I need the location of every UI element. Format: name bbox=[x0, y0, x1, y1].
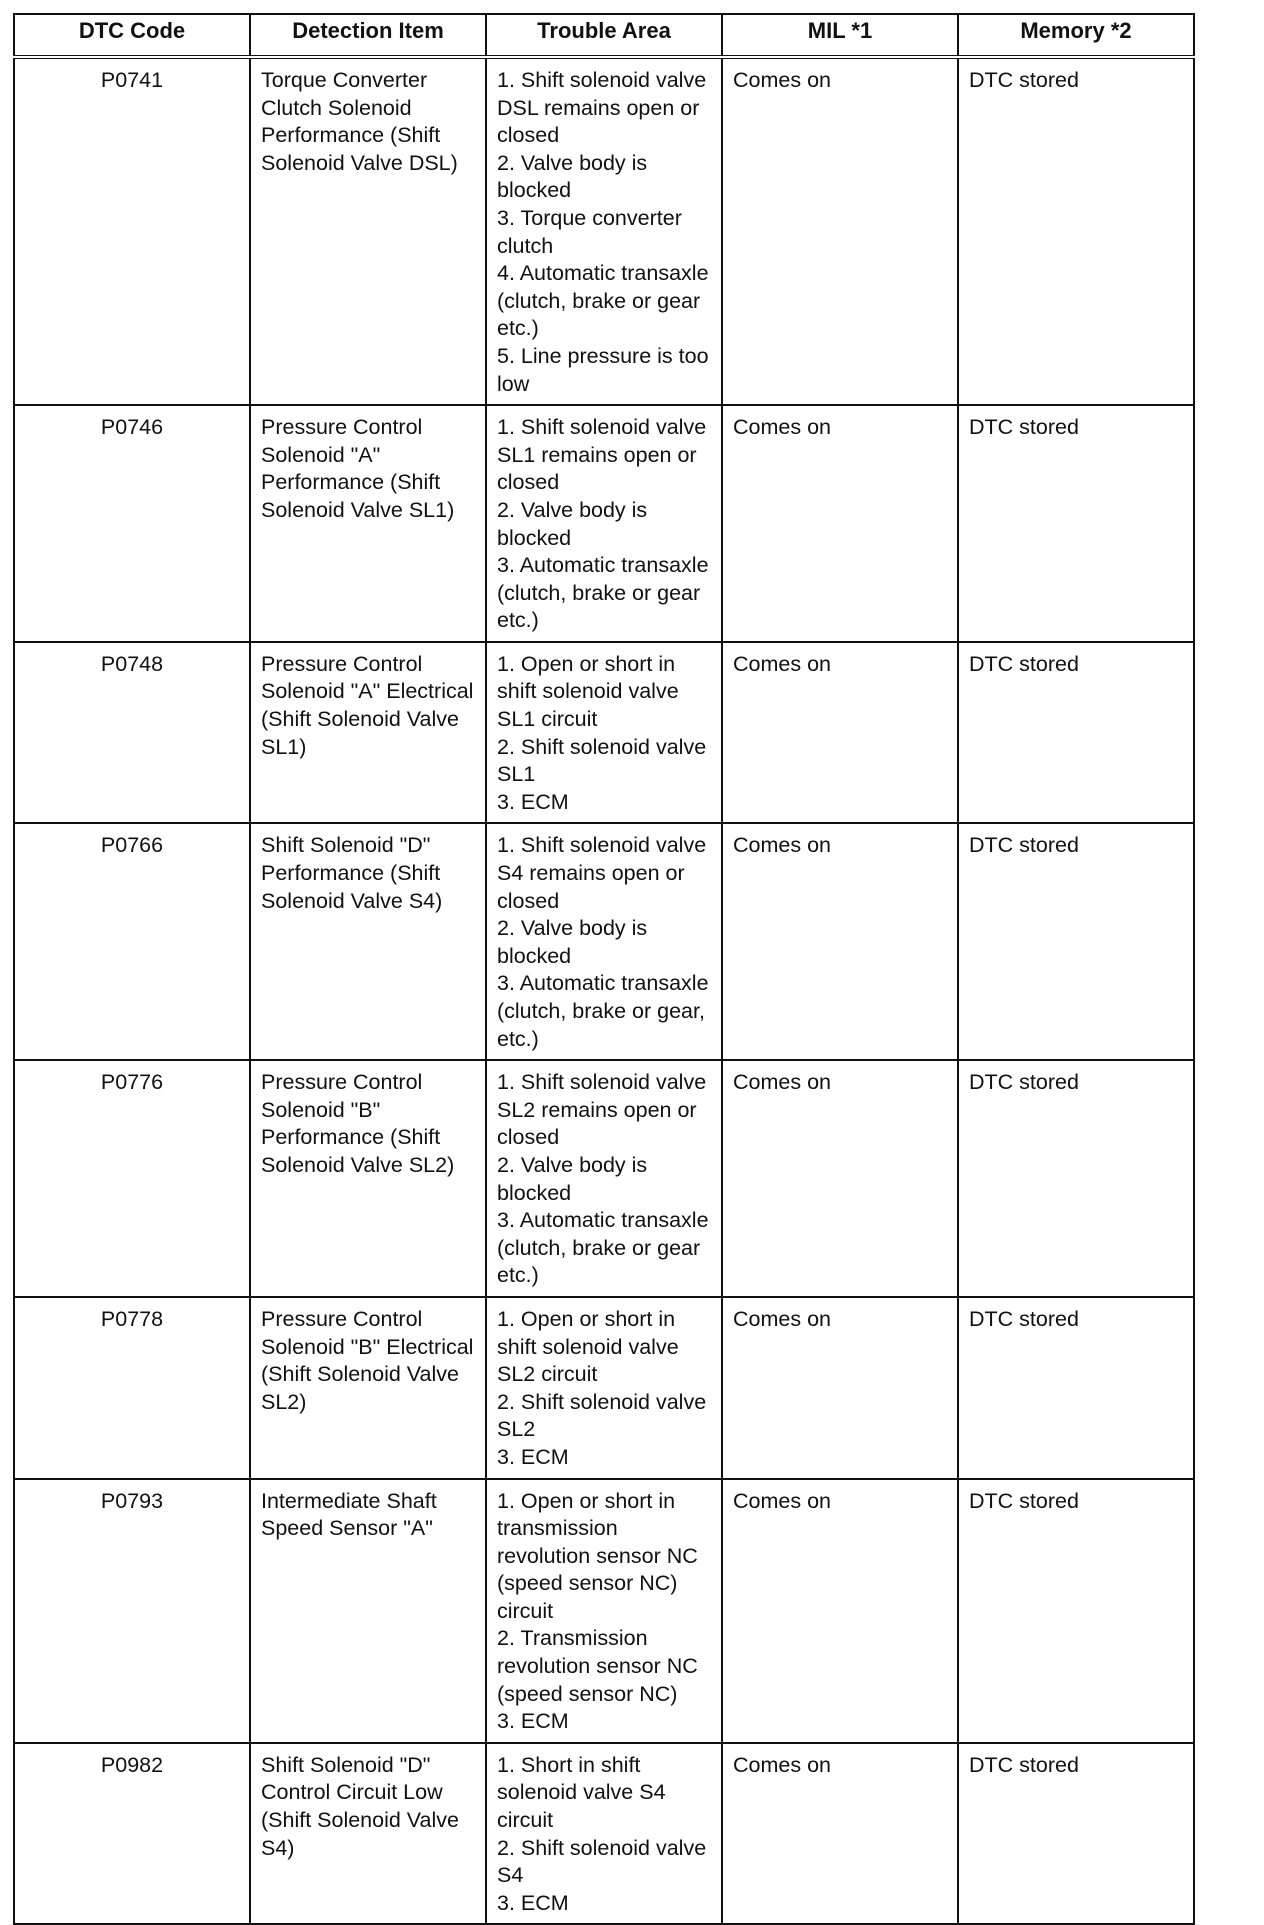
trouble-area-cell bbox=[486, 1479, 722, 1743]
dtc-code-cell: P0793 bbox=[14, 1479, 250, 1743]
memory-cell: DTC stored bbox=[958, 642, 1194, 824]
trouble-area-item: 1. Shift solenoid valve SL1 remains open or closed bbox=[497, 415, 707, 495]
trouble-area-item: 5. Line pressure is too low bbox=[497, 343, 709, 396]
trouble-area-item: 1. Open or short in shift solenoid valve SL2 circuit bbox=[497, 1306, 679, 1387]
trouble-area-item: 2. Valve body is blocked bbox=[497, 916, 648, 968]
trouble-area-cell bbox=[486, 1743, 722, 1925]
trouble-area-item: 2. Shift solenoid valve S4 bbox=[497, 1835, 707, 1888]
table-body bbox=[14, 57, 1194, 1924]
table-row bbox=[14, 823, 1194, 1060]
dtc-code-cell: P0776 bbox=[14, 1060, 250, 1297]
memory-cell: DTC stored bbox=[958, 57, 1194, 405]
dtc-table bbox=[13, 13, 1195, 1925]
header-trouble-area: Trouble Area bbox=[486, 14, 722, 57]
memory-cell: DTC stored bbox=[958, 1060, 1194, 1297]
dtc-code-cell: P0748 bbox=[14, 642, 250, 824]
trouble-area-item: 3. Automatic transaxle (clutch, brake or gear, etc.) bbox=[497, 971, 709, 1051]
mil-cell: Comes on bbox=[722, 1297, 958, 1479]
trouble-area-item: 4. Automatic transaxle (clutch, brake or gear etc.) bbox=[497, 261, 709, 341]
mil-cell: Comes on bbox=[722, 1060, 958, 1297]
table-header bbox=[14, 14, 1194, 57]
mil-cell: Comes on bbox=[722, 823, 958, 1060]
memory-cell: DTC stored bbox=[958, 1479, 1194, 1743]
detection-item-cell: Pressure Control Solenoid "B" Electrical (Shift Solenoid Valve SL2) bbox=[250, 1297, 486, 1479]
trouble-area-item: 3. Automatic transaxle (clutch, brake or gear etc.) bbox=[497, 553, 709, 633]
trouble-area-item: 3. Automatic transaxle (clutch, brake or gear etc.) bbox=[497, 1208, 709, 1288]
dtc-code-cell: P0741 bbox=[14, 57, 250, 405]
trouble-area-item: 2. Valve body is blocked bbox=[497, 150, 648, 203]
header-mil: MIL *1 bbox=[722, 14, 958, 57]
trouble-area-item: 3. ECM bbox=[497, 789, 569, 814]
trouble-area-cell bbox=[486, 405, 722, 642]
trouble-area-item: 2. Valve body is blocked bbox=[497, 497, 648, 550]
detection-item-cell: Pressure Control Solenoid "A" Electrical (Shift Solenoid Valve SL1) bbox=[250, 642, 486, 824]
trouble-area-item: 1. Shift solenoid valve S4 remains open or closed bbox=[497, 833, 707, 913]
table-row bbox=[14, 642, 1194, 824]
trouble-area-cell bbox=[486, 642, 722, 824]
trouble-area-cell bbox=[486, 823, 722, 1060]
header-row bbox=[14, 14, 1194, 57]
memory-cell: DTC stored bbox=[958, 1743, 1194, 1925]
mil-cell: Comes on bbox=[722, 57, 958, 405]
mil-cell: Comes on bbox=[722, 1479, 958, 1743]
table-row bbox=[14, 57, 1194, 405]
trouble-area-item: 1. Open or short in transmission revolution sensor NC (speed sensor NC) circuit bbox=[497, 1488, 698, 1623]
dtc-code-cell: P0778 bbox=[14, 1297, 250, 1479]
detection-item-cell: Torque Converter Clutch Solenoid Performance (Shift Solenoid Valve DSL) bbox=[250, 57, 486, 405]
dtc-code-cell: P0766 bbox=[14, 823, 250, 1060]
trouble-area-item: 2. Shift solenoid valve SL1 bbox=[497, 734, 707, 787]
table-row bbox=[14, 1743, 1194, 1925]
trouble-area-item: 1. Shift solenoid valve DSL remains open or closed bbox=[497, 68, 707, 148]
mil-cell: Comes on bbox=[722, 405, 958, 642]
header-memory: Memory *2 bbox=[958, 14, 1194, 57]
trouble-area-item: 1. Short in shift solenoid valve S4 circuit bbox=[497, 1752, 666, 1833]
trouble-area-item: 2. Transmission revolution sensor NC (speed sensor NC) bbox=[497, 1626, 698, 1706]
mil-cell: Comes on bbox=[722, 642, 958, 824]
trouble-area-item: 2. Valve body is blocked bbox=[497, 1152, 648, 1205]
trouble-area-cell bbox=[486, 1060, 722, 1297]
table-row bbox=[14, 1297, 1194, 1479]
memory-cell: DTC stored bbox=[958, 1297, 1194, 1479]
header-dtc-code: DTC Code bbox=[14, 14, 250, 57]
trouble-area-item: 1. Shift solenoid valve SL2 remains open or closed bbox=[497, 1070, 707, 1150]
detection-item-cell: Intermediate Shaft Speed Sensor "A" bbox=[250, 1479, 486, 1743]
detection-item-cell: Pressure Control Solenoid "B" Performance (Shift Solenoid Valve SL2) bbox=[250, 1060, 486, 1297]
memory-cell: DTC stored bbox=[958, 405, 1194, 642]
table-row bbox=[14, 1060, 1194, 1297]
trouble-area-item: 3. ECM bbox=[497, 1709, 569, 1734]
dtc-code-cell: P0746 bbox=[14, 405, 250, 642]
trouble-area-item: 3. ECM bbox=[497, 1444, 569, 1469]
mil-cell: Comes on bbox=[722, 1743, 958, 1925]
trouble-area-cell bbox=[486, 1297, 722, 1479]
trouble-area-item: 3. Torque converter clutch bbox=[497, 205, 682, 258]
header-detection-item: Detection Item bbox=[250, 14, 486, 57]
trouble-area-item: 3. ECM bbox=[497, 1890, 569, 1915]
dtc-code-cell: P0982 bbox=[14, 1743, 250, 1925]
memory-cell: DTC stored bbox=[958, 823, 1194, 1060]
trouble-area-cell bbox=[486, 57, 722, 405]
detection-item-cell: Pressure Control Solenoid "A" Performance (Shift Solenoid Valve SL1) bbox=[250, 405, 486, 642]
detection-item-cell: Shift Solenoid "D" Performance (Shift Solenoid Valve S4) bbox=[250, 823, 486, 1060]
trouble-area-item: 1. Open or short in shift solenoid valve SL1 circuit bbox=[497, 651, 679, 732]
table-row bbox=[14, 405, 1194, 642]
table-row bbox=[14, 1479, 1194, 1743]
detection-item-cell: Shift Solenoid "D" Control Circuit Low (Shift Solenoid Valve S4) bbox=[250, 1743, 486, 1925]
trouble-area-item: 2. Shift solenoid valve SL2 bbox=[497, 1389, 707, 1442]
